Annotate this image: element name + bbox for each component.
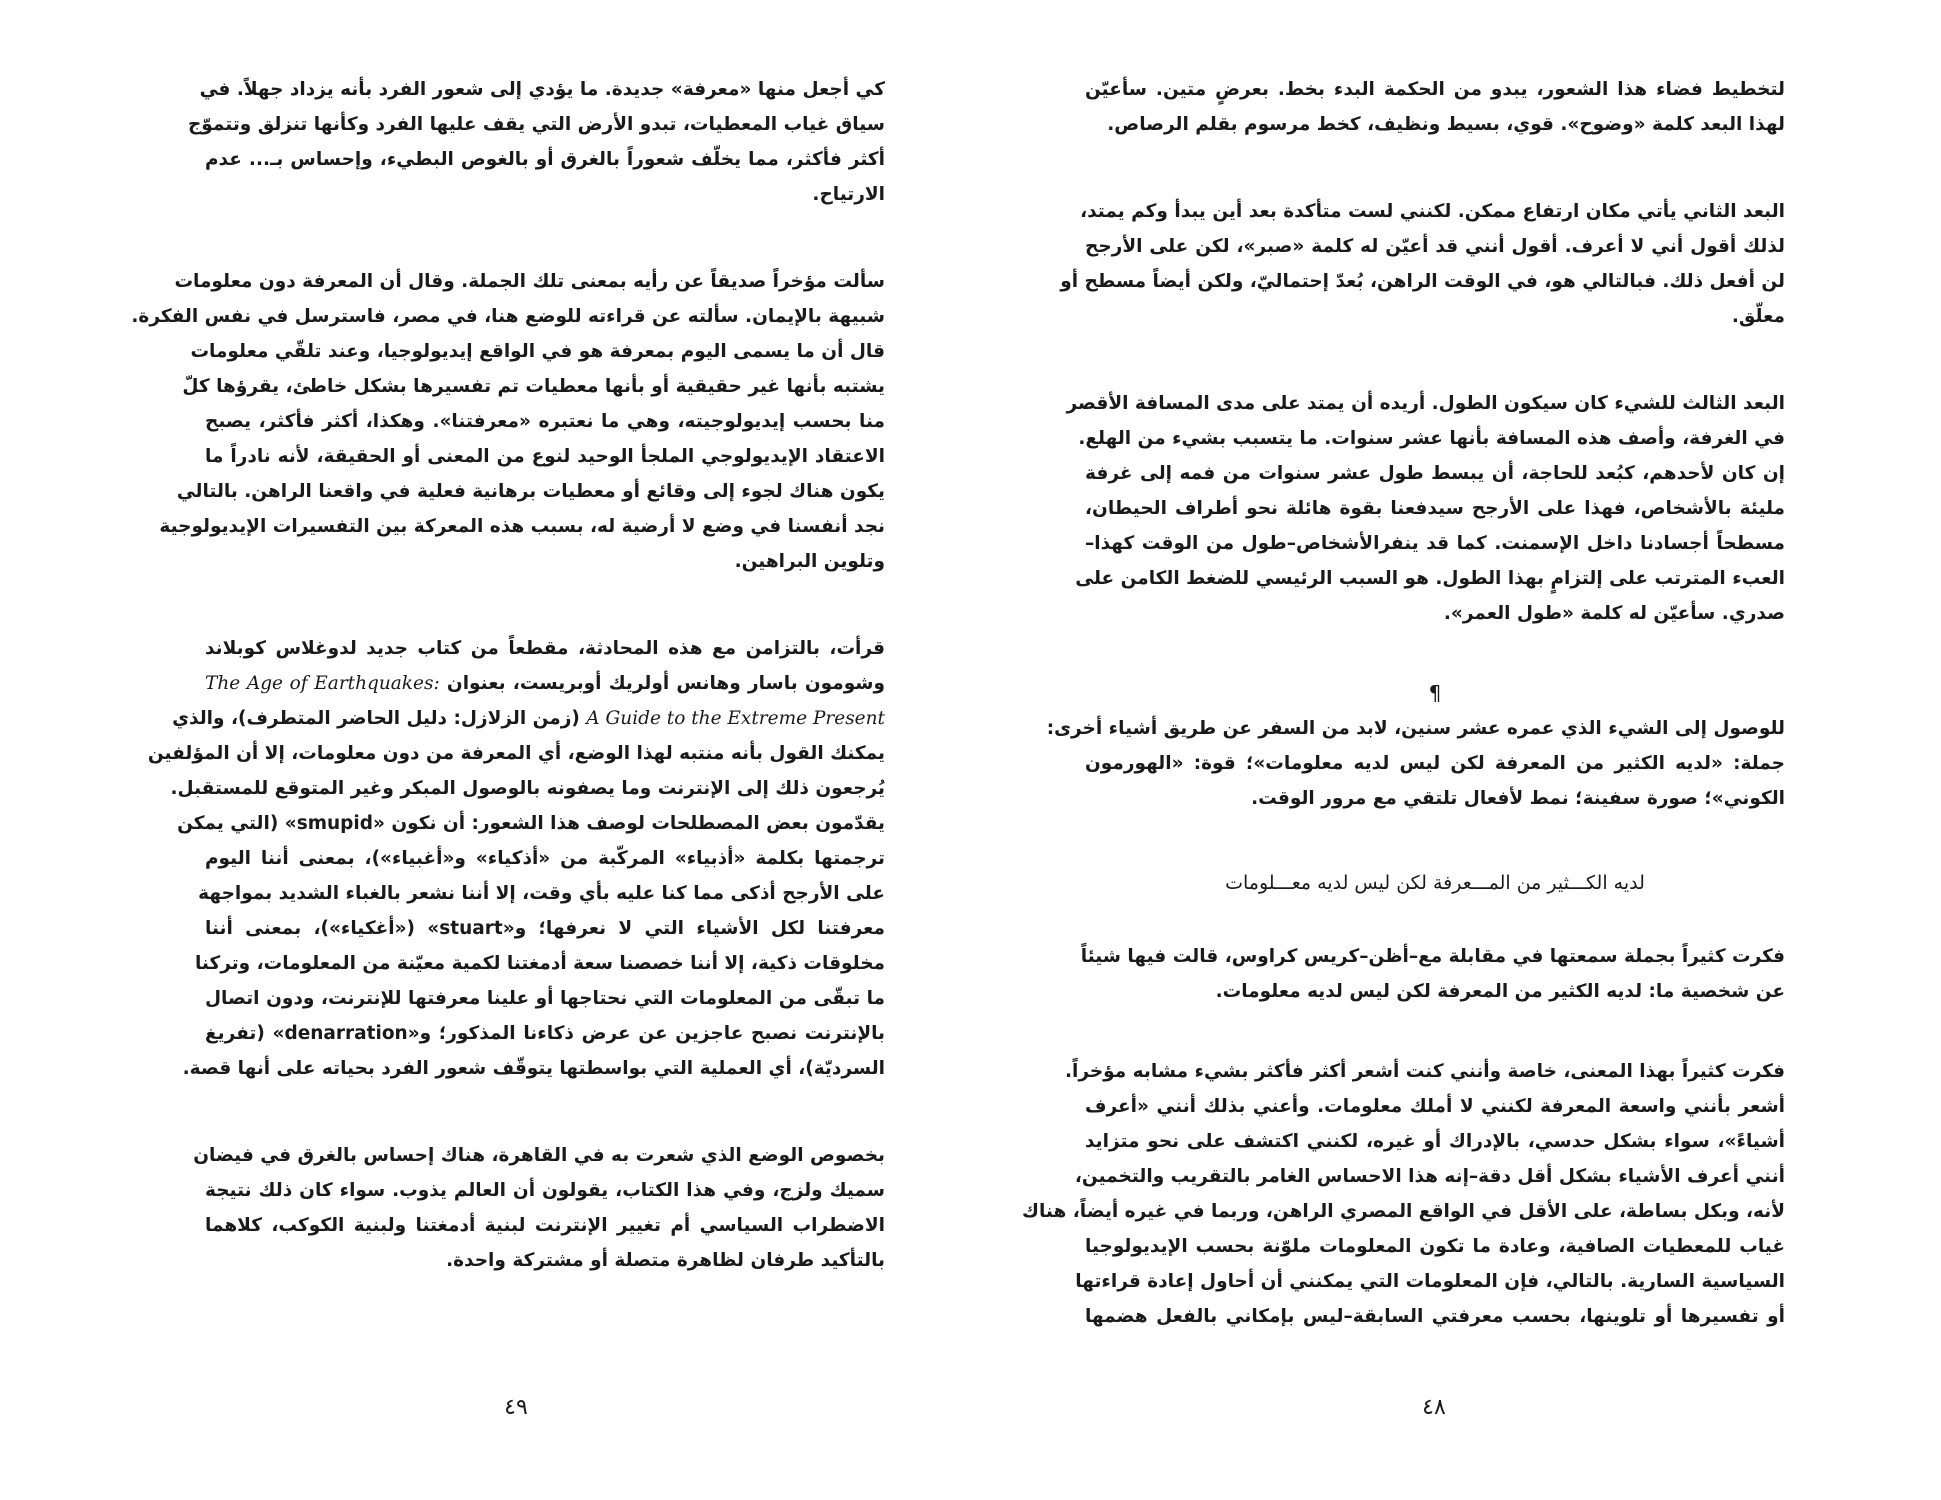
text-line: لتخطيط فضاء هذا الشعور، يبدو من الحكمة البدء بخط. بعرضٍ متين. سأعيّن [1085,79,1785,100]
paragraph [147,631,886,1086]
text-fragment: (زمن الزلازل: دليل الحاضر المتطرف)، والذي [172,708,580,729]
text-line: غياب للمعطيات الصافية، وعادة ما تكون المعلومات ملوّنة بحسب الإيديولوجيا [1085,1236,1785,1257]
book-subtitle-english: A Guide to the Extreme Present [586,708,885,729]
text-line [205,666,885,701]
text-line: يمكنك القول بأنه منتبه لهذا الوضع، أي المعرفة من دون معلومات، إلا أن المؤلفين [147,743,885,764]
text-line: لذلك أقول أني لا أعرف. أقول أنني قد أعيّن له كلمة «صبر»، لكن على الأرجح [1085,236,1785,257]
text-line: لهذا البعد كلمة «وضوح». قوي، بسيط ونظيف، كخط مرسوم بقلم الرصاص. [1107,114,1785,135]
text-line: سياق غياب المعطيات، تبدو الأرض التي يقف عليها الفرد وكأنها تنزلق وتتموّج [187,114,885,135]
text-line: يقدّمون بعض المصطلحات لوصف هذا الشعور: أن نكون «smupid» (التي يمكن [177,813,885,834]
text-line [172,701,885,736]
text-line: مليئة بالأشخاص، فهذا على الأرجح سيدفعنا بقوة هائلة نحو أطراف الحيطان، [1085,498,1785,519]
text-line: للوصول إلى الشيء الذي عمره عشر سنين، لابد من السفر عن طريق أشياء أخرى: [1046,718,1785,739]
text-line: عن شخصية ما: لديه الكثير من المعرفة لكن ليس لديه معلومات. [1215,981,1785,1002]
paragraph [1046,711,1785,816]
text-line: قال أن ما يسمى اليوم بمعرفة هو في الواقع إيديولوجيا، وعند تلقّي معلومات [190,341,885,362]
text-line: صدري. سأعيّن له كلمة «طول العمر». [1443,603,1785,624]
text-line: لن أفعل ذلك. فبالتالي هو، في الوقت الراهن، بُعدّ إحتماليّ، ولكن أيضاً مسطح أو [1060,271,1785,292]
section-heading: لديه الكـــثير من المـــعرفة لكن ليس لديه معـــلومات [1225,872,1645,894]
book-title-english: The Age of Earthquakes: [205,673,440,694]
text-line: قرأت، بالتزامن مع هذه المحادثة، مقطعاً من كتاب جديد لدوغلاس كوبلاند [205,638,885,659]
text-line: بخصوص الوضع الذي شعرت به في القاهرة، هناك إحساس بالغرق في فيضان [193,1145,885,1166]
text-line: أو تفسيرها أو تلوينها، بحسب معرفتي السابقة–ليس بإمكاني بالفعل هضمها [1085,1306,1785,1327]
text-line: العبء المترتب على إلتزامٍ بهذا الطول. هو السبب الرئيسي للضغط الكامن على [1075,568,1785,589]
left-page-text [131,72,886,1278]
text-line: البعد الثالث للشيء كان سيكون الطول. أريده أن يمتد على مدى المسافة الأقصر [1066,393,1785,414]
left-page [0,0,970,1500]
text-line: يكون هناك لجوء إلى وقائع أو معطيات برهانية فعلية في واقعنا الراهن. بالتالي [176,481,885,502]
text-line: كي أجعل منها «معرفة» جديدة. ما يؤدي إلى شعور الفرد بأنه يزداد جهلاً. في [199,79,885,100]
text-line: في الغرفة، وأصف هذه المسافة بأنها عشر سنوات. ما يتسبب بشيء من الهلع. [1078,428,1785,449]
text-line: إن كان لأحدهم، كبُعد للحاجة، أن يبسط طول عشر سنوات من فمه إلى غرفة [1085,463,1785,484]
text-line: فكرت كثيراً بهذا المعنى، خاصة وأنني كنت أشعر أكثر فأكثر بشيء مشابه مؤخراً. [1064,1061,1785,1082]
paragraph [187,72,885,212]
text-line: وتلوين البراهين. [734,551,885,572]
paragraph [193,1138,885,1278]
text-line: أشعر بأنني واسعة المعرفة لكنني لا أملك معلومات. وأعني بذلك أنني «أعرف [1085,1096,1785,1117]
text-line: على الأرجح أذكى مما كنا عليه بأي وقت، إلا أننا نشعر بالغباء الشديد بمواجهة [198,883,885,904]
text-line: بالإنترنت نصبح عاجزين عن عرض ذكاءنا المذكور؛ و«denarration» (تفريغ [205,1023,885,1044]
text-line: الكوني»؛ صورة سفينة؛ نمط لأفعال تلتقي مع مرور الوقت. [1251,788,1785,809]
text-line: السرديّة)، أي العملية التي بواسطتها يتوقّف شعور الفرد بحياته على أنها قصة. [182,1058,885,1079]
text-line: ترجمتها بكلمة «أذبياء» المركّبة من «أذكياء» و«أغبياء»)، بمعنى أننا اليوم [205,848,885,869]
text-line: فكرت كثيراً بجملة سمعتها في مقابلة مع–أظن–كريس كراوس، قالت فيها شيئاً [1080,946,1785,967]
right-page-text [1022,72,1785,1334]
text-line: مخلوقات ذكية، إلا أننا خصصنا سعة أدمغتنا لكمية معيّنة من المعلومات، وتركنا [194,953,885,974]
text-fragment: وشومون باسار وهانس أولريك أوبريست، بعنوان [446,673,885,694]
pilcrow-mark: ¶ [1428,681,1442,705]
text-line: أكثر فأكثر، مما يخلّف شعوراً بالغرق أو بالغوص البطيء، وإحساس بـ... عدم [205,149,885,170]
text-line: جملة: «لديه الكثير من المعرفة لكن ليس لديه معلومات»؛ قوة: «الهورمون [1085,753,1785,774]
page-number: ٤٨ [1422,1395,1446,1420]
text-line: سألت مؤخراً صديقاً عن رأيه بمعنى تلك الجملة. وقال أن المعرفة دون معلومات [174,271,885,292]
text-line: السياسية السارية. بالتالي، فإن المعلومات التي يمكنني أن أحاول إعادة قراءتها [1075,1271,1785,1292]
text-line: الاعتقاد الإيديولوجي الملجأ الوحيد لنوع من المعنى أو الحقيقة، لأنه نادراً ما [205,446,885,467]
paragraph [131,264,885,579]
text-line: منا بحسب إيديولوجيته، وهي ما نعتبره «معرفتنا». وهكذا، أكثر فأكثر، يصبح [205,411,885,432]
paragraph [1022,1054,1785,1334]
text-line: بالتأكيد طرفان لظاهرة متصلة أو مشتركة واحدة. [446,1250,885,1271]
text-line: لأنه، وبكل بساطة، على الأقل في الواقع المصري الراهن، وربما في غيره أيضاً، هناك [1022,1201,1785,1222]
text-line: يُرجعون ذلك إلى الإنترنت وما يصفونه بالوصول المبكر وغير المتوقع للمستقبل. [170,778,885,799]
text-line: سميك ولزج، وفي هذا الكتاب، يقولون أن العالم يذوب. سواء كان ذلك نتيجة [205,1180,885,1201]
text-line: البعد الثاني يأتي مكان ارتفاع ممكن. لكنني لست متأكدة بعد أين يبدأ وكم يمتد، [1080,201,1785,222]
text-line: ما تبقّى من المعلومات التي نحتاجها أو علينا معرفتها للإنترنت، ودون اتصال [205,988,885,1009]
text-line: مسطحاً أجسادنا داخل الإسمنت. كما قد ينفرالأشخاص–طول من الوقت كهذا– [1085,533,1785,554]
paragraph [1060,194,1785,334]
text-line: يشتبه بأنها غير حقيقية أو بأنها معطيات تم تفسيرها بشكل خاطئ، يقرؤها كلّ [182,376,885,397]
text-line: نجد أنفسنا في وضع لا أرضية له، بسبب هذه المعركة بين التفسيرات الإيديولوجية [159,516,885,537]
text-line: معرفتنا لكل الأشياء التي لا نعرفها؛ و«stuart» («أغكياء»)، بمعنى أننا [205,918,886,939]
text-line: الاضطراب السياسي أم تغيير الإنترنت لبنية أدمغتنا ولبنية الكوكب، كلاهما [205,1215,885,1236]
text-line: شبيهة بالإيمان. سألته عن قراءته للوضع هنا، في مصر، فاسترسل في نفس الفكرة. [131,306,885,327]
text-line: الارتياح. [812,184,885,205]
paragraph [1066,386,1785,631]
text-line: أشياءً»، سواء بشكل حدسي، بالإدراك أو غيره، لكنني اكتشف على نحو متزايد [1085,1131,1785,1152]
paragraph [1085,72,1785,142]
paragraph [1080,939,1785,1009]
text-line: معلّق. [1731,306,1785,327]
text-line: أنني أعرف الأشياء بشكل أقل دقة–إنه هذا الاحساس الغامر بالتقريب والتخمين، [1074,1166,1785,1187]
page-number: ٤٩ [504,1395,528,1420]
